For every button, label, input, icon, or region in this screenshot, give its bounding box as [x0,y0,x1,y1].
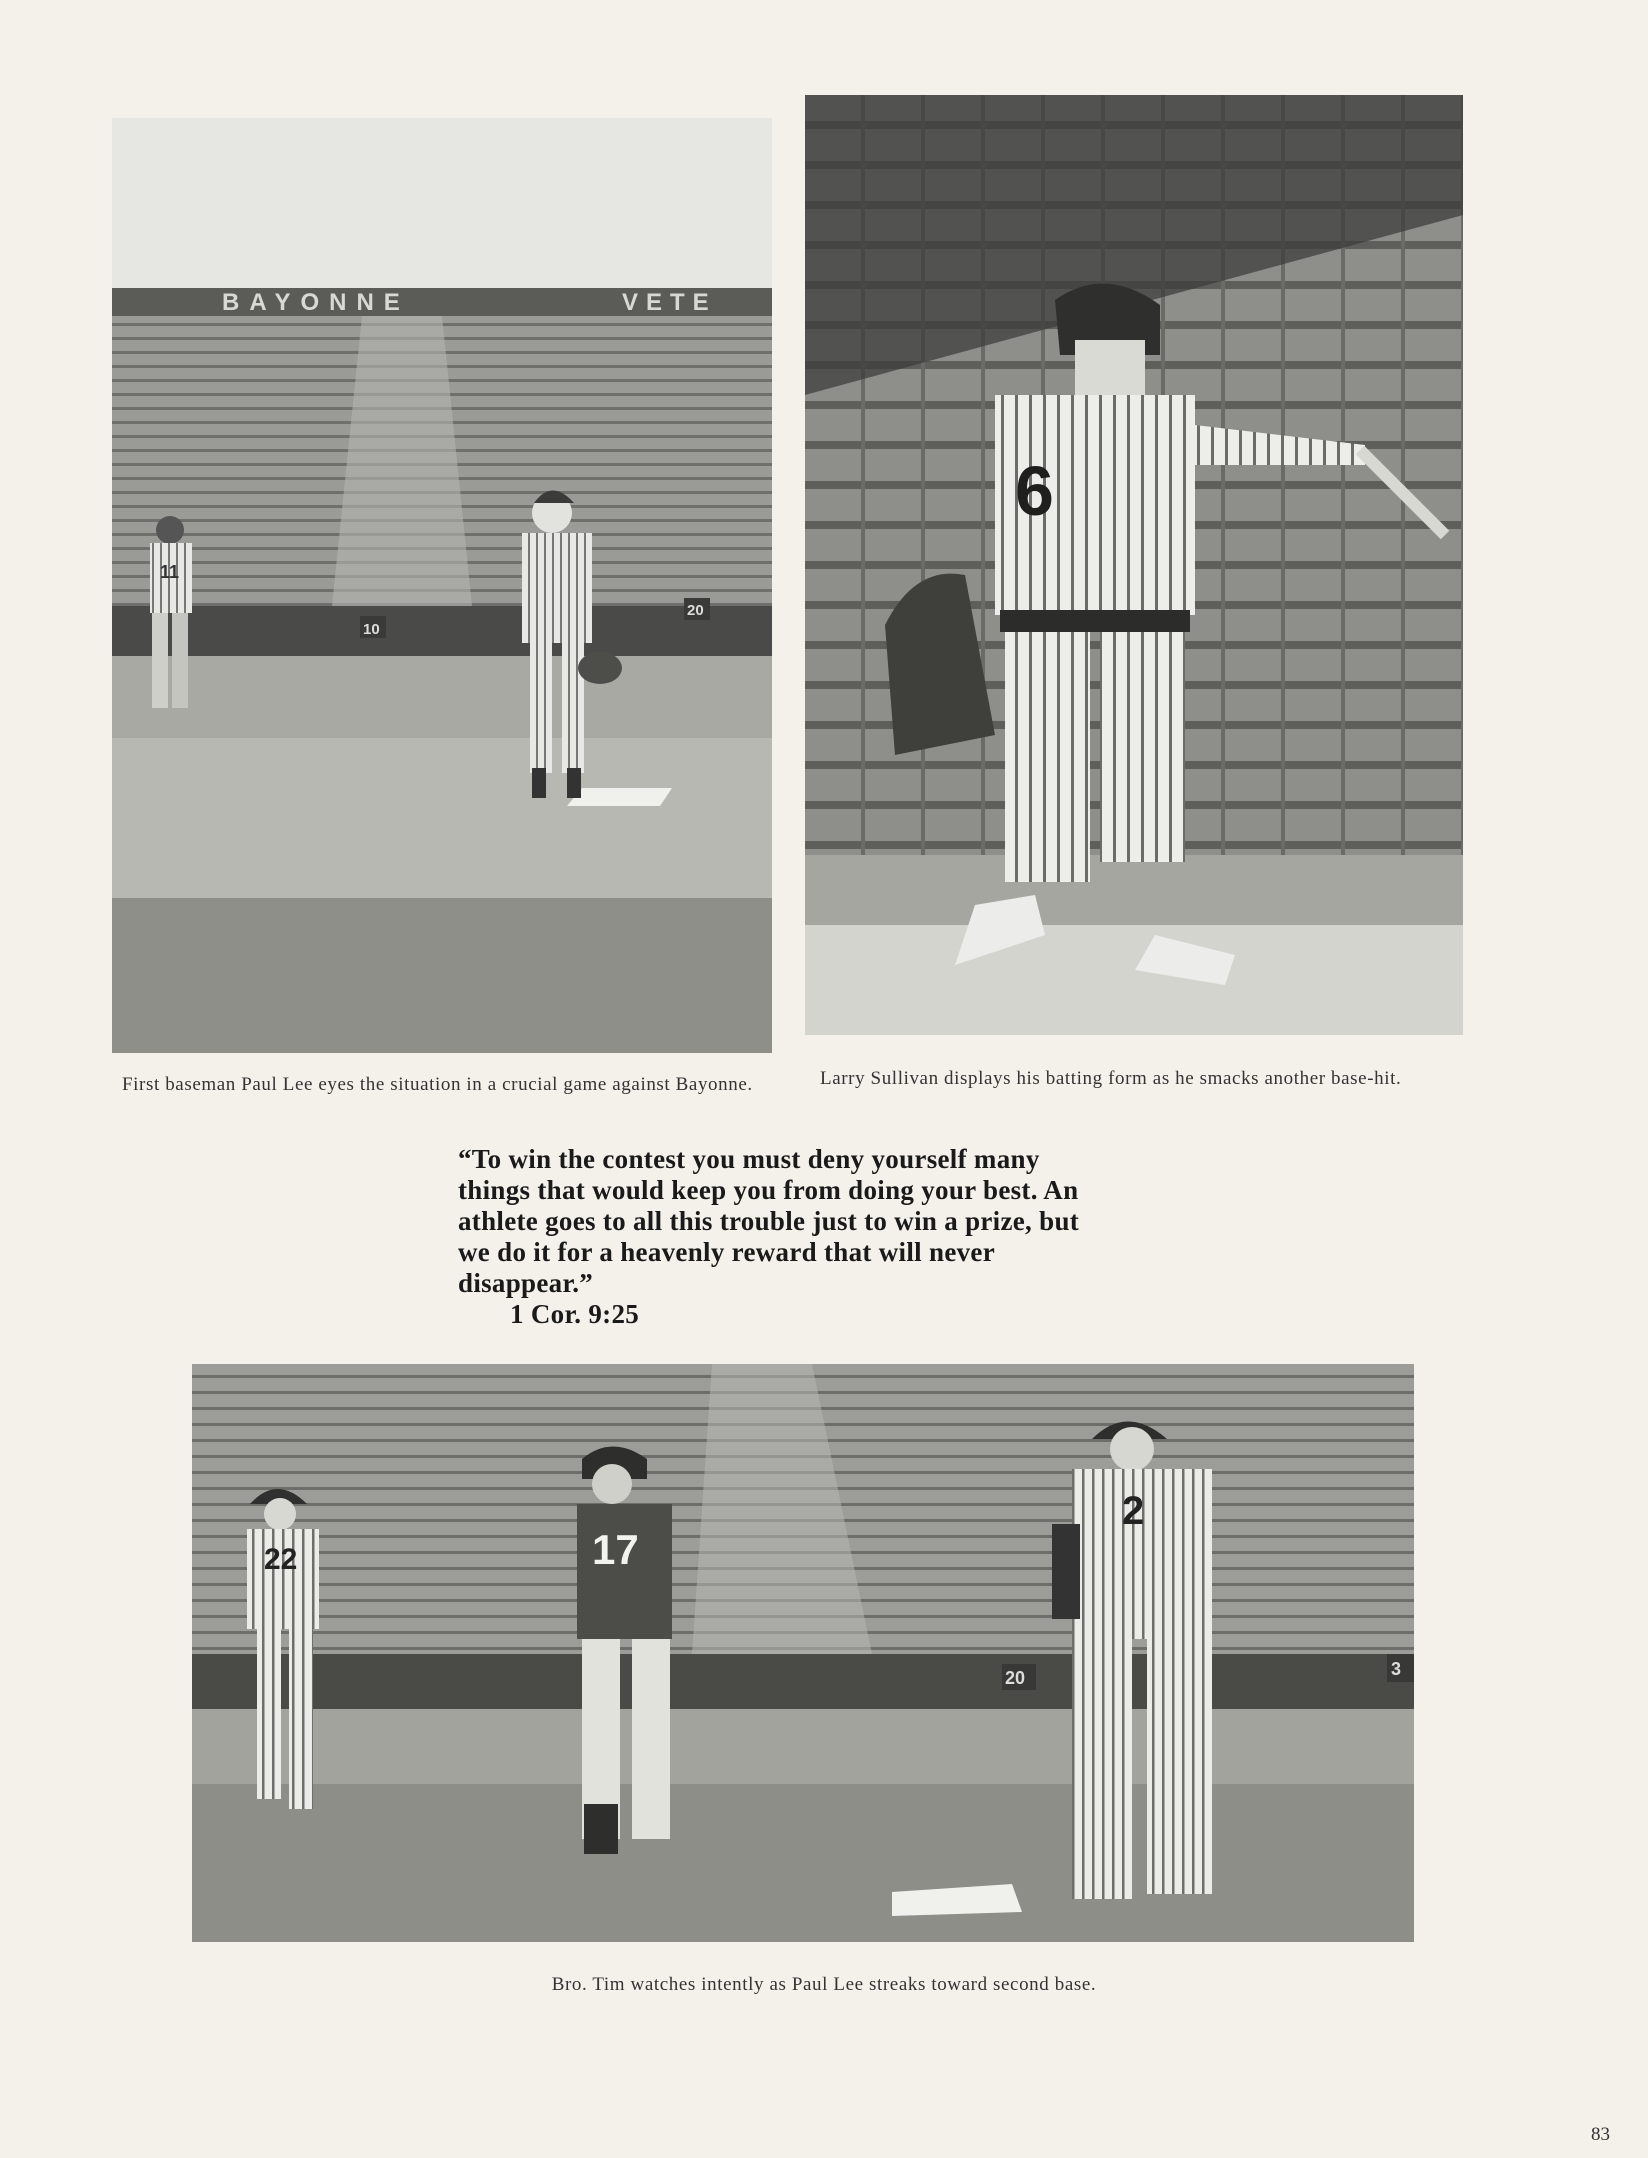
photo-batter [805,95,1463,1035]
caption-batter: Larry Sullivan displays his batting form as he smacks another base-hit. [820,1068,1402,1089]
wall-marker-3-bottom: 3 [1391,1659,1402,1679]
jersey-number-2: 2 [1122,1489,1145,1533]
stadium-sign-text-1: BAYONNE [222,289,410,316]
stadium-sign-text-2: VETE [622,289,717,316]
quote-line-4: we do it for a heavenly reward that will never [458,1237,995,1267]
wall-marker-10: 10 [363,621,380,638]
quote-line-2: things that would keep you from doing your best. An [458,1175,1079,1205]
jersey-number-11: 11 [160,562,180,582]
quote-reference: 1 Cor. 9:25 [510,1299,640,1329]
jersey-number-22: 22 [264,1543,298,1576]
caption-baserunner: Bro. Tim watches intently as Paul Lee streaks toward second base. [551,1974,1097,1995]
wall-marker-20-bottom: 20 [1005,1668,1026,1688]
photo-baserunner-image [192,1364,1414,1942]
quote-line-1: “To win the contest you must deny yourself many [458,1144,1040,1174]
jersey-number-6: 6 [1015,452,1054,530]
caption-first-baseman: First baseman Paul Lee eyes the situation in a crucial game against Bayonne. [122,1074,753,1095]
wall-marker-20: 20 [687,602,704,619]
player-figure-bro-tim [1052,1422,1212,1900]
photo-baserunner [192,1364,1414,1942]
photo-first-baseman [112,118,772,1053]
photo-batter-image [805,95,1463,1035]
scripture-quote [458,1144,1158,1330]
page-number: 83 [1591,2124,1610,2145]
quote-line-5: disappear.” [458,1268,594,1298]
quote-line-3: athlete goes to all this trouble just to win a prize, but [458,1206,1080,1236]
jersey-number-17: 17 [592,1526,639,1573]
photo-first-baseman-image [112,118,772,1053]
